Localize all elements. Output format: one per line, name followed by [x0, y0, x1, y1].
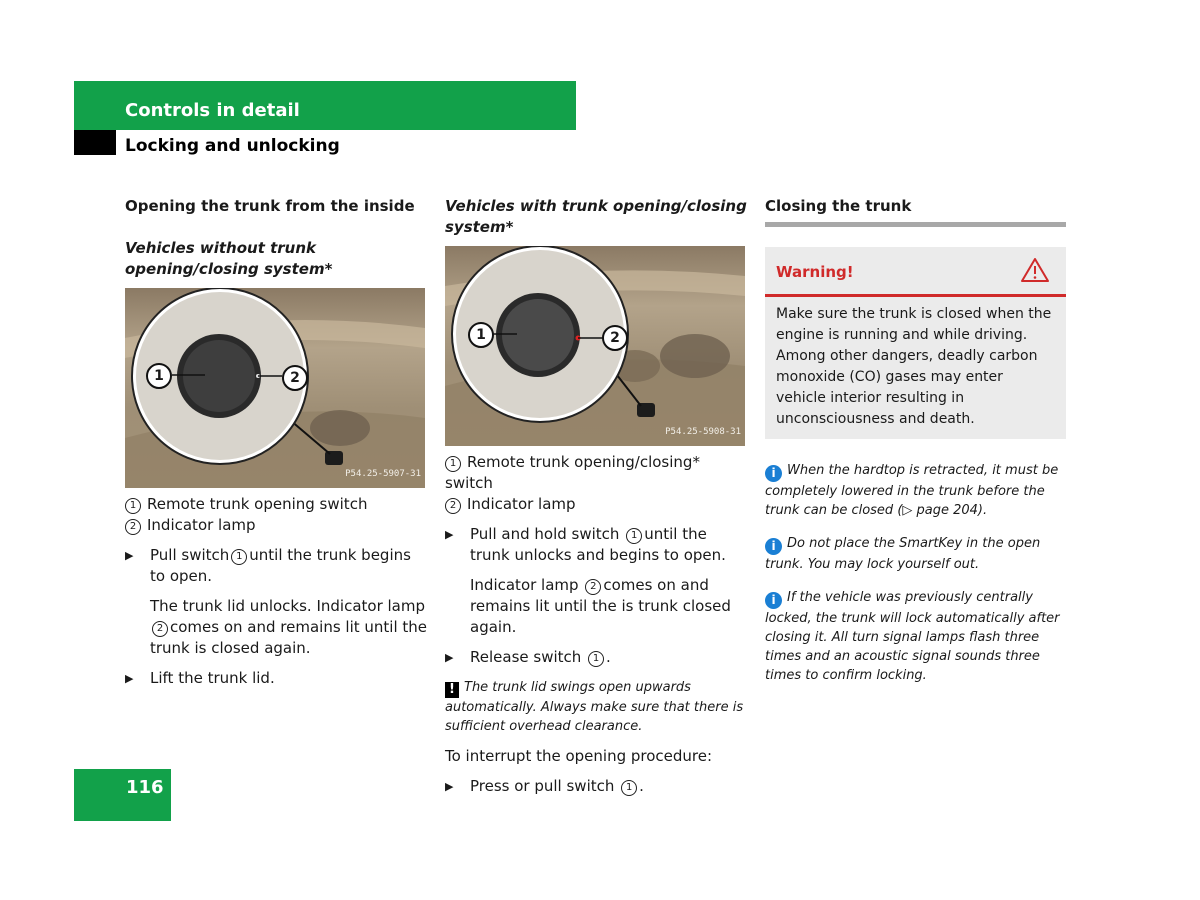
info-note: i Do not place the SmartKey in the open trunk. You may lock yourself out. [765, 536, 1041, 572]
callout-1: 1 [468, 322, 494, 348]
number-2-icon: 2 [585, 579, 601, 595]
number-1-icon: 1 [445, 456, 461, 472]
instruction-step: ▶ Press or pull switch 1 . [445, 776, 747, 797]
info-icon: i [765, 465, 782, 482]
heading-closing-trunk: Closing the trunk [765, 197, 912, 215]
warning-text: Make sure the trunk is closed when the engine is running and while driving. Among other dangers, deadly carbon monoxide (CO) gases may enter vehicle interior resulting in unconsciousness and death. [776, 306, 1052, 427]
subheading-with-system: Vehicles with trunk opening/closing system* [445, 197, 747, 236]
door-panel-illustration [445, 246, 745, 446]
number-2-icon: 2 [445, 498, 461, 514]
column-3 [765, 196, 1067, 685]
interrupt-text: To interrupt the opening procedure: [445, 747, 713, 765]
number-1-icon: 1 [626, 528, 642, 544]
warning-triangle-icon [1020, 257, 1050, 283]
legend-item: 2 Indicator lamp [445, 494, 747, 515]
column-2 [445, 196, 747, 797]
number-1-icon: 1 [621, 780, 637, 796]
number-2-icon: 2 [152, 621, 168, 637]
caution-note: ! The trunk lid swings open upwards automatically. Always make sure that there is sufficient overhead clearance. [445, 680, 744, 734]
info-note: i If the vehicle was previously centrally locked, the trunk will lock automatically after closing it. All turn signal lamps flash three times and an acoustic signal sounds three times to confirm locking. [765, 590, 1060, 683]
number-1-icon: 1 [231, 549, 247, 565]
subheading-without-system: Vehicles without trunk opening/closing system* [125, 239, 333, 278]
page-number-box [74, 769, 171, 821]
warning-title: Warning! [776, 263, 854, 281]
info-note: i When the hardtop is retracted, it must be completely lowered in the trunk before the trunk can be closed (▷ page 204). [765, 463, 1059, 518]
instruction-step: ▶ Lift the trunk lid. [125, 668, 427, 689]
figure-trunk-switch-2 [445, 246, 745, 446]
page-number: 116 [126, 777, 164, 798]
instruction-step: ▶ Pull and hold switch 1 until the trunk unlocks and begins to open. [445, 524, 747, 566]
legend-item: 2 Indicator lamp [125, 515, 427, 536]
info-icon: i [765, 538, 782, 555]
callout-2: 2 [282, 365, 308, 391]
number-1-icon: 1 [588, 651, 604, 667]
instruction-result: The trunk lid unlocks. Indicator lamp 2 comes on and remains lit until the trunk is closed again. [150, 597, 428, 657]
page-subtitle: Locking and unlocking [125, 136, 340, 156]
warning-box [765, 247, 1066, 439]
caution-icon: ! [445, 682, 459, 698]
door-panel-illustration [125, 288, 425, 488]
heading-rule [765, 222, 1066, 227]
instruction-result: Indicator lamp 2 comes on and remains lit until the is trunk closed again. [470, 576, 731, 636]
instruction-step: ▶ Pull switch 1 until the trunk begins to open. [125, 545, 427, 587]
number-1-icon: 1 [125, 498, 141, 514]
number-2-icon: 2 [125, 519, 141, 535]
legend-item: 1 Remote trunk opening switch [125, 494, 427, 515]
figure-code: P54.25-5908-31 [665, 427, 741, 437]
figure-code: P54.25-5907-31 [345, 469, 421, 479]
section-title: Controls in detail [125, 100, 300, 121]
column-1 [125, 196, 427, 689]
heading-opening-trunk: Opening the trunk from the inside [125, 197, 415, 215]
header-marker [74, 130, 116, 155]
callout-2: 2 [602, 325, 628, 351]
legend-item: 1 Remote trunk opening/closing* switch [445, 453, 700, 492]
callout-1: 1 [146, 363, 172, 389]
instruction-step: ▶ Release switch 1 . [445, 647, 747, 668]
figure-trunk-switch-1 [125, 288, 425, 488]
info-icon: i [765, 592, 782, 609]
